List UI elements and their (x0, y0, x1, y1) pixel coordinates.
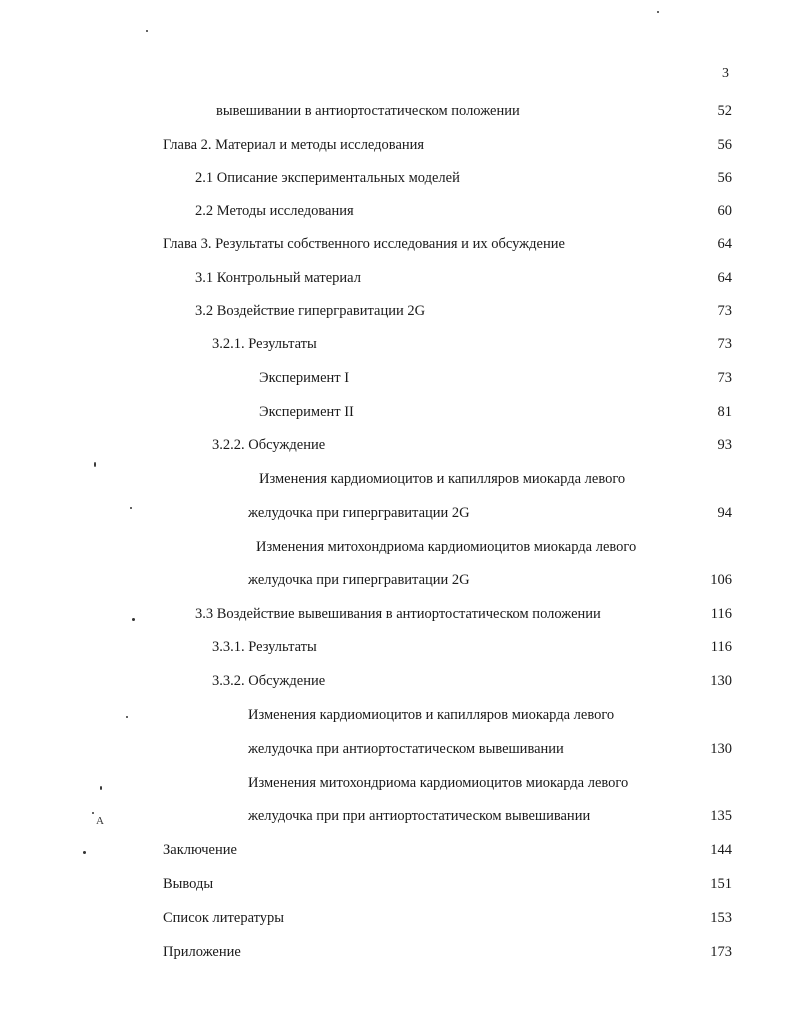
toc-entry-page: 151 (710, 876, 732, 892)
toc-entry (0, 502, 795, 524)
toc-entry (0, 603, 795, 625)
toc-entry-title: желудочка при при антиортостатическом вывешивании (248, 808, 591, 824)
toc-entry-page: 56 (717, 170, 732, 186)
toc-entry (0, 805, 795, 827)
toc-entry-title: 2.1 Описание экспериментальных моделей (195, 170, 460, 186)
toc-entry-page: 93 (717, 437, 732, 453)
toc-entry (0, 772, 795, 794)
toc-entry-page: 130 (710, 741, 732, 757)
toc-entry-page: 153 (710, 910, 732, 926)
toc-entry (0, 267, 795, 289)
toc-entry-page: 64 (717, 236, 732, 252)
toc-entry-title: Эксперимент I (259, 370, 350, 386)
toc-entry-title: вывешивании в антиортостатическом положении (216, 103, 520, 119)
toc-entry-page: 173 (710, 944, 732, 960)
toc-entry-page: 106 (710, 572, 732, 588)
scan-speck (126, 716, 128, 718)
toc-entry-page: 81 (717, 404, 732, 420)
toc-entry-title: Выводы (163, 876, 214, 892)
toc-entry (0, 536, 795, 558)
toc-entry (0, 670, 795, 692)
toc-entry-title: Изменения митохондриома кардиомиоцитов миокарда левого (248, 775, 629, 791)
toc-entry-page: 135 (710, 808, 732, 824)
toc-entry-title: Список литературы (163, 910, 285, 926)
toc-entry (0, 839, 795, 861)
toc-entry-title: 3.2.2. Обсуждение (212, 437, 326, 453)
toc-entry (0, 704, 795, 726)
toc-entry-page: 116 (710, 606, 732, 622)
page-number: 3 (722, 66, 729, 81)
toc-entry-title: Заключение (163, 842, 237, 858)
toc-entry-title: 3.3 Воздействие вывешивания в антиортостатическом положении (195, 606, 601, 622)
toc-entry (0, 468, 795, 490)
toc-entry-page: 52 (717, 103, 732, 119)
toc-entry-title: 3.2 Воздействие гипергравитации 2G (195, 303, 426, 319)
toc-entry-title: 3.2.1. Результаты (212, 336, 317, 352)
toc-entry-title: Эксперимент II (259, 404, 354, 420)
scan-speck (657, 11, 659, 13)
toc-entry-title: Глава 3. Результаты собственного исследования и их обсуждение (163, 236, 565, 252)
toc-entry (0, 569, 795, 591)
toc-entry-page: 56 (717, 137, 732, 153)
toc-entry (0, 401, 795, 423)
toc-entry-title: 3.1 Контрольный материал (195, 270, 361, 286)
toc-entry (0, 100, 795, 122)
toc-entry-title: Глава 2. Материал и методы исследования (163, 137, 425, 153)
toc-entry (0, 333, 795, 355)
toc-entry-title: 3.3.2. Обсуждение (212, 673, 326, 689)
toc-entry (0, 233, 795, 255)
toc-entry (0, 300, 795, 322)
scan-speck (146, 30, 148, 32)
toc-entry (0, 907, 795, 929)
toc-entry (0, 134, 795, 156)
toc-entry (0, 434, 795, 456)
toc-entry-title: 3.3.1. Результаты (212, 639, 317, 655)
toc-entry-page: 73 (717, 336, 732, 352)
margin-mark: A (96, 815, 104, 827)
toc-entry-title: Изменения кардиомиоцитов и капилляров миокарда левого (259, 471, 626, 487)
toc-entry-page: 73 (717, 370, 732, 386)
toc-entry-title: Изменения кардиомиоцитов и капилляров миокарда левого (248, 707, 615, 723)
toc-entry-page: 116 (710, 639, 732, 655)
toc-entry (0, 367, 795, 389)
scan-speck (130, 507, 132, 509)
toc-entry-page: 130 (710, 673, 732, 689)
toc-entry-page: 60 (717, 203, 732, 219)
scan-speck (92, 812, 94, 814)
scan-speck (94, 462, 96, 467)
toc-entry-page: 94 (717, 505, 732, 521)
toc-entry-title: желудочка при гипергравитации 2G (248, 505, 470, 521)
toc-entry-page: 144 (710, 842, 732, 858)
toc-entry (0, 167, 795, 189)
toc-entry (0, 200, 795, 222)
toc-entry-title: Приложение (163, 944, 241, 960)
toc-entry-page: 73 (717, 303, 732, 319)
scan-speck (132, 618, 135, 621)
toc-entry-title: Изменения митохондриома кардиомиоцитов миокарда левого (256, 539, 637, 555)
toc-entry (0, 636, 795, 658)
toc-entry (0, 738, 795, 760)
scan-speck (100, 786, 102, 790)
toc-entry (0, 941, 795, 963)
toc-entry-title: желудочка при гипергравитации 2G (248, 572, 470, 588)
scan-speck (83, 851, 86, 854)
toc-entry-title: желудочка при антиортостатическом вывешивании (248, 741, 564, 757)
toc-entry-page: 64 (717, 270, 732, 286)
toc-entry (0, 873, 795, 895)
toc-entry-title: 2.2 Методы исследования (195, 203, 354, 219)
